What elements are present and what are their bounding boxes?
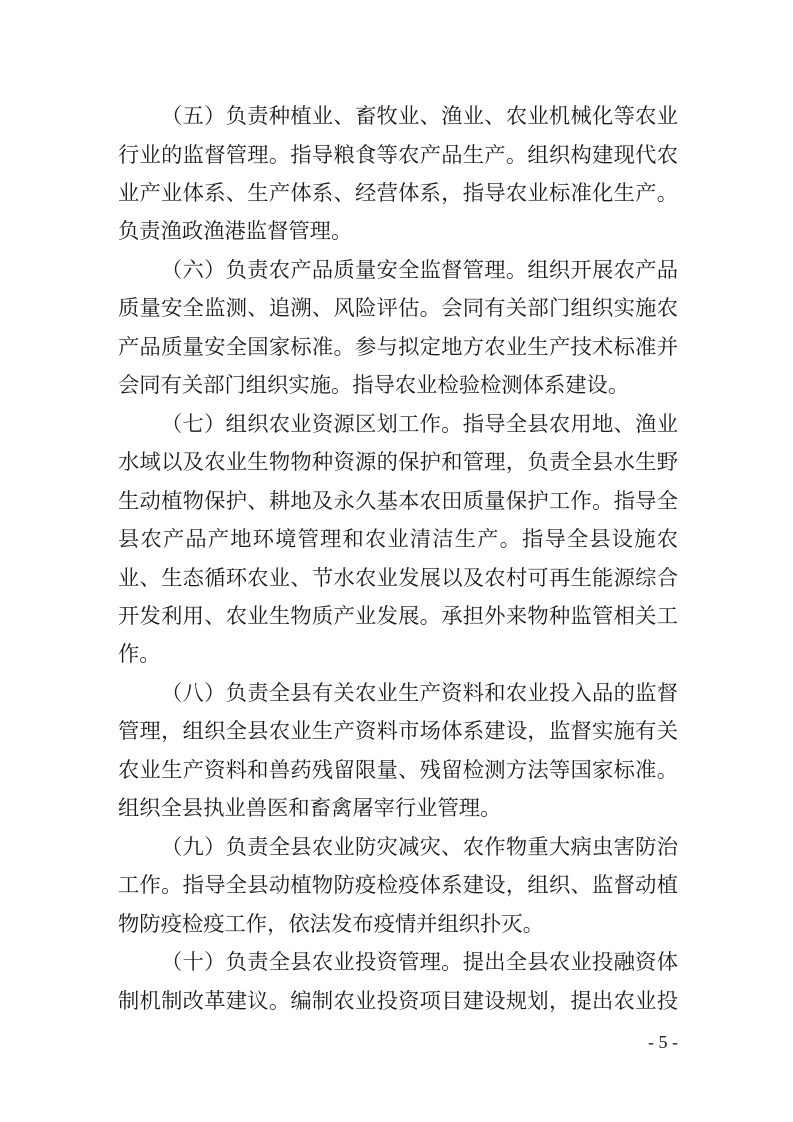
paragraph-wu-line-1: （五）负责种植业、畜牧业、渔业、农业机械化等农业 — [161, 104, 678, 129]
paragraph-qi-line-7: 作。 — [118, 642, 161, 667]
paragraph-qi-line-6: 开发利用、农业生物质产业发展。承担外来物种监管相关工 — [118, 604, 678, 629]
paragraph-jiu-line-2: 工作。指导全县动植物防疫检疫体系建设，组织、监督动植 — [118, 873, 678, 898]
paragraph-ba-line-4: 组织全县执业兽医和畜禽屠宰行业管理。 — [118, 796, 502, 821]
paragraph-liu-line-2: 质量安全监测、追溯、风险评估。会同有关部门组织实施农 — [118, 296, 678, 321]
paragraph-liu-line-4: 会同有关部门组织实施。指导农业检验检测体系建设。 — [118, 373, 630, 398]
paragraph-wu-line-2: 行业的监督管理。指导粮食等农产品生产。组织构建现代农 — [118, 143, 678, 168]
paragraph-shi-line-2: 制机制改革建议。编制农业投资项目建设规划，提出农业投 — [118, 989, 678, 1014]
paragraph-shi-line-1: （十）负责全县农业投资管理。提出全县农业投融资体 — [161, 950, 678, 975]
paragraph-jiu-line-1: （九）负责全县农业防灾减灾、农作物重大病虫害防治 — [161, 835, 678, 860]
paragraph-qi-line-2: 水域以及农业生物物种资源的保护和管理，负责全县水生野 — [118, 450, 678, 475]
paragraph-liu-line-3: 产品质量安全国家标准。参与拟定地方农业生产技术标准并 — [118, 335, 678, 360]
paragraph-qi-line-5: 业、生态循环农业、节水农业发展以及农村可再生能源综合 — [118, 566, 678, 591]
paragraph-qi-line-4: 县农产品产地环境管理和农业清洁生产。指导全县设施农 — [118, 527, 678, 552]
paragraph-ba-line-2: 管理，组织全县农业生产资料市场体系建设，监督实施有关 — [118, 719, 678, 744]
paragraph-ba-line-3: 农业生产资料和兽药残留限量、残留检测方法等国家标准。 — [118, 758, 678, 783]
paragraph-qi-line-1: （七）组织农业资源区划工作。指导全县农用地、渔业 — [161, 412, 678, 437]
paragraph-wu-line-3: 业产业体系、生产体系、经营体系，指导农业标准化生产。 — [118, 181, 678, 206]
paragraph-qi-line-3: 生动植物保护、耕地及永久基本农田质量保护工作。指导全 — [118, 489, 678, 514]
paragraph-ba-line-1: （八）负责全县有关农业生产资料和农业投入品的监督 — [161, 681, 678, 706]
page-number: - 5 - — [648, 1032, 678, 1052]
paragraph-wu-line-4: 负责渔政渔港监督管理。 — [118, 219, 353, 244]
paragraph-liu-line-1: （六）负责农产品质量安全监督管理。组织开展农产品 — [161, 258, 678, 283]
paragraph-jiu-line-3: 物防疫检疫工作，依法发布疫情并组织扑灭。 — [118, 912, 544, 937]
